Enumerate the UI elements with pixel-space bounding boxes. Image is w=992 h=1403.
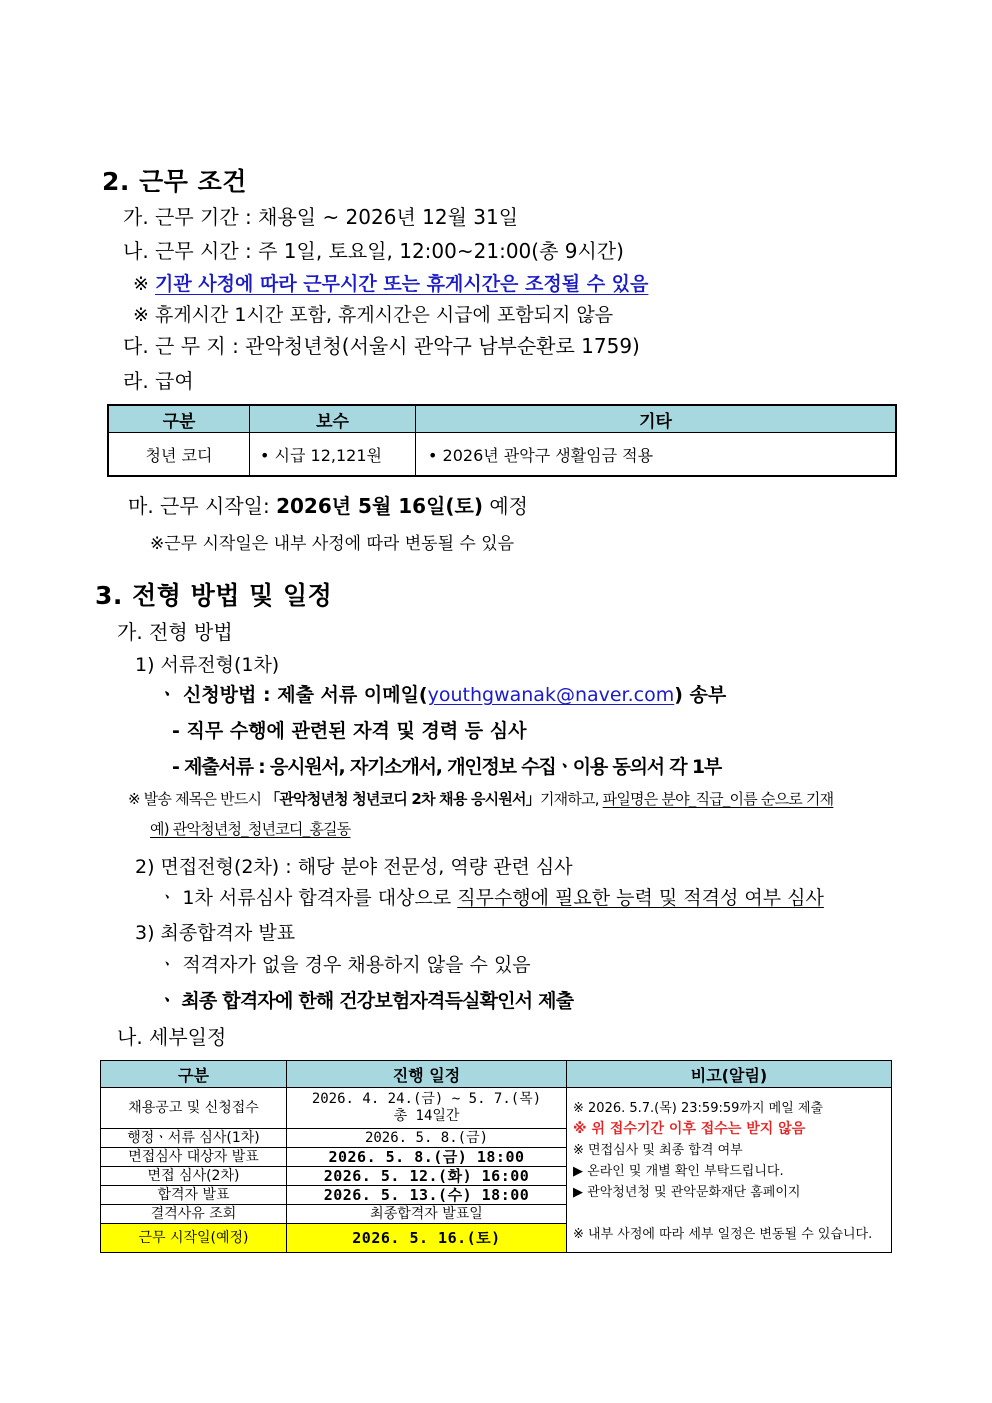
schedule-table-header (101, 1061, 892, 1088)
start-date-suffix: 예정 (483, 494, 528, 518)
stage1-title: 1) 서류전형(1차) (135, 654, 280, 676)
stage1-docs: - 제출서류 : 응시원서, 자기소개서, 개인정보 수집ㆍ이용 동의서 각 1부 (172, 756, 722, 778)
subject-note-label: ※ 발송 제목은 반드시 (128, 790, 266, 808)
schedule-label: 결격사유 조회 (101, 1205, 287, 1224)
schedule-label: 면접심사 대상자 발표 (101, 1148, 287, 1167)
work-hours: 나. 근무 시간 : 주 1일, 토요일, 12:00~21:00(총 9시간) (123, 239, 624, 263)
stage1-apply (158, 680, 726, 707)
pay-cell-category: 청년 코디 (108, 433, 250, 477)
note-mark-icon: ※ (133, 273, 149, 295)
stage1-review: - 직무 수행에 관련된 자격 및 경력 등 심사 (172, 720, 527, 742)
schedule-notes (567, 1088, 892, 1253)
pay-title: 라. 급여 (123, 369, 194, 393)
note-adjust (133, 269, 648, 296)
schedule-header-date: 진행 일정 (287, 1061, 567, 1088)
schedule-header-category: 구분 (101, 1061, 287, 1088)
pay-table-header (108, 405, 896, 433)
pay-header-salary: 보수 (250, 405, 416, 433)
schedule-table (100, 1060, 892, 1253)
work-period: 가. 근무 기간 : 채용일 ~ 2026년 12월 31일 (123, 205, 519, 229)
note-homepage: ▶ 관악청년청 및 관악문화재단 홈페이지 (573, 1185, 801, 1200)
start-date-value: 2026년 5월 16일(토) (276, 494, 483, 518)
section-2-title: 2. 근무 조건 (102, 167, 247, 196)
start-date-note: ※근무 시작일은 내부 사정에 따라 변동될 수 있음 (150, 534, 515, 554)
stage1-apply-label: ㆍ 신청방법 : 제출 서류 이메일( (158, 684, 428, 706)
subject-note (128, 788, 833, 809)
stage2-item-label: ㆍ 1차 서류심사 합격자를 대상으로 (158, 887, 458, 909)
schedule-header-note: 비고(알림) (567, 1061, 892, 1088)
schedule-date: 2026. 5. 8.(금) (287, 1129, 567, 1148)
subject-note-example: 예) 관악청년청_청년코디_홍길동 (150, 820, 351, 838)
stage3-item1: ㆍ 적격자가 없을 경우 채용하지 않을 수 있음 (158, 954, 531, 976)
stage2-item-underlined: 직무수행에 필요한 능력 및 적격성 여부 심사 (457, 887, 824, 909)
schedule-date: 2026. 5. 16.(토) (287, 1224, 567, 1253)
email-link[interactable]: youthgwanak@naver.com (427, 684, 675, 706)
schedule-label: 근무 시작일(예정) (101, 1224, 287, 1253)
schedule-date-line2: 총 14일간 (393, 1108, 460, 1124)
method-title: 가. 전형 방법 (117, 620, 233, 644)
schedule-label: 채용공고 및 신청접수 (101, 1088, 287, 1129)
schedule-title: 나. 세부일정 (117, 1025, 227, 1049)
schedule-date: 최종합격자 발표일 (287, 1205, 567, 1224)
pay-header-category: 구분 (108, 405, 250, 433)
start-date-label: 마. 근무 시작일: (128, 494, 277, 518)
note-adjust-text: 기관 사정에 따라 근무시간 또는 휴게시간은 조정될 수 있음 (154, 273, 649, 295)
pay-table (107, 404, 897, 477)
schedule-date: 2026. 5. 13.(수) 18:00 (287, 1186, 567, 1205)
start-date (128, 490, 528, 519)
note-change: ※ 내부 사정에 따라 세부 일정은 변동될 수 있습니다. (573, 1227, 873, 1242)
subject-note-title: 「관악청년청 청년코디 2차 채용 응시원서」 (265, 790, 540, 808)
schedule-date-line1: 2026. 4. 24.(금) ~ 5. 7.(목) (311, 1091, 542, 1107)
note-break: ※ 휴게시간 1시간 포함, 휴게시간은 시급에 포함되지 않음 (133, 304, 614, 326)
stage3-item2: ㆍ 최종 합격자에 한해 건강보험자격득실확인서 제출 (158, 990, 574, 1012)
schedule-date: 2026. 5. 12.(화) 16:00 (287, 1167, 567, 1186)
pay-header-etc: 기타 (416, 405, 897, 433)
subject-note-filename: 파일명은 분야_직급_이름 순으로 기재 (602, 790, 834, 808)
schedule-date (287, 1088, 567, 1129)
note-result: ※ 면접심사 및 최종 합격 여부 (573, 1143, 743, 1158)
note-blank (573, 1203, 885, 1224)
schedule-label: 행정ㆍ서류 심사(1차) (101, 1129, 287, 1148)
table-row (108, 433, 896, 477)
table-row (101, 1088, 892, 1129)
pay-cell-salary: • 시급 12,121원 (250, 433, 416, 477)
schedule-label: 면접 심사(2차) (101, 1167, 287, 1186)
section-3-title: 3. 전형 방법 및 일정 (95, 581, 333, 610)
stage1-apply-suffix: ) 송부 (674, 684, 727, 706)
note-online: ▶ 온라인 및 개별 확인 부탁드립니다. (573, 1164, 784, 1179)
work-location: 다. 근 무 지 : 관악청년청(서울시 관악구 남부순환로 1759) (123, 334, 640, 358)
stage2-title: 2) 면접전형(2차) : 해당 분야 전문성, 역량 관련 심사 (135, 856, 573, 878)
note-deadline: ※ 2026. 5.7.(목) 23:59:59까지 메일 제출 (573, 1101, 824, 1116)
stage2-item (158, 883, 824, 910)
note-no-late: ※ 위 접수기간 이후 접수는 받지 않음 (573, 1121, 806, 1137)
subject-note-mid: 기재하고, (539, 790, 603, 808)
schedule-date: 2026. 5. 8.(금) 18:00 (287, 1148, 567, 1167)
schedule-label: 합격자 발표 (101, 1186, 287, 1205)
pay-cell-etc: • 2026년 관악구 생활임금 적용 (416, 433, 897, 477)
stage3-title: 3) 최종합격자 발표 (135, 922, 296, 944)
